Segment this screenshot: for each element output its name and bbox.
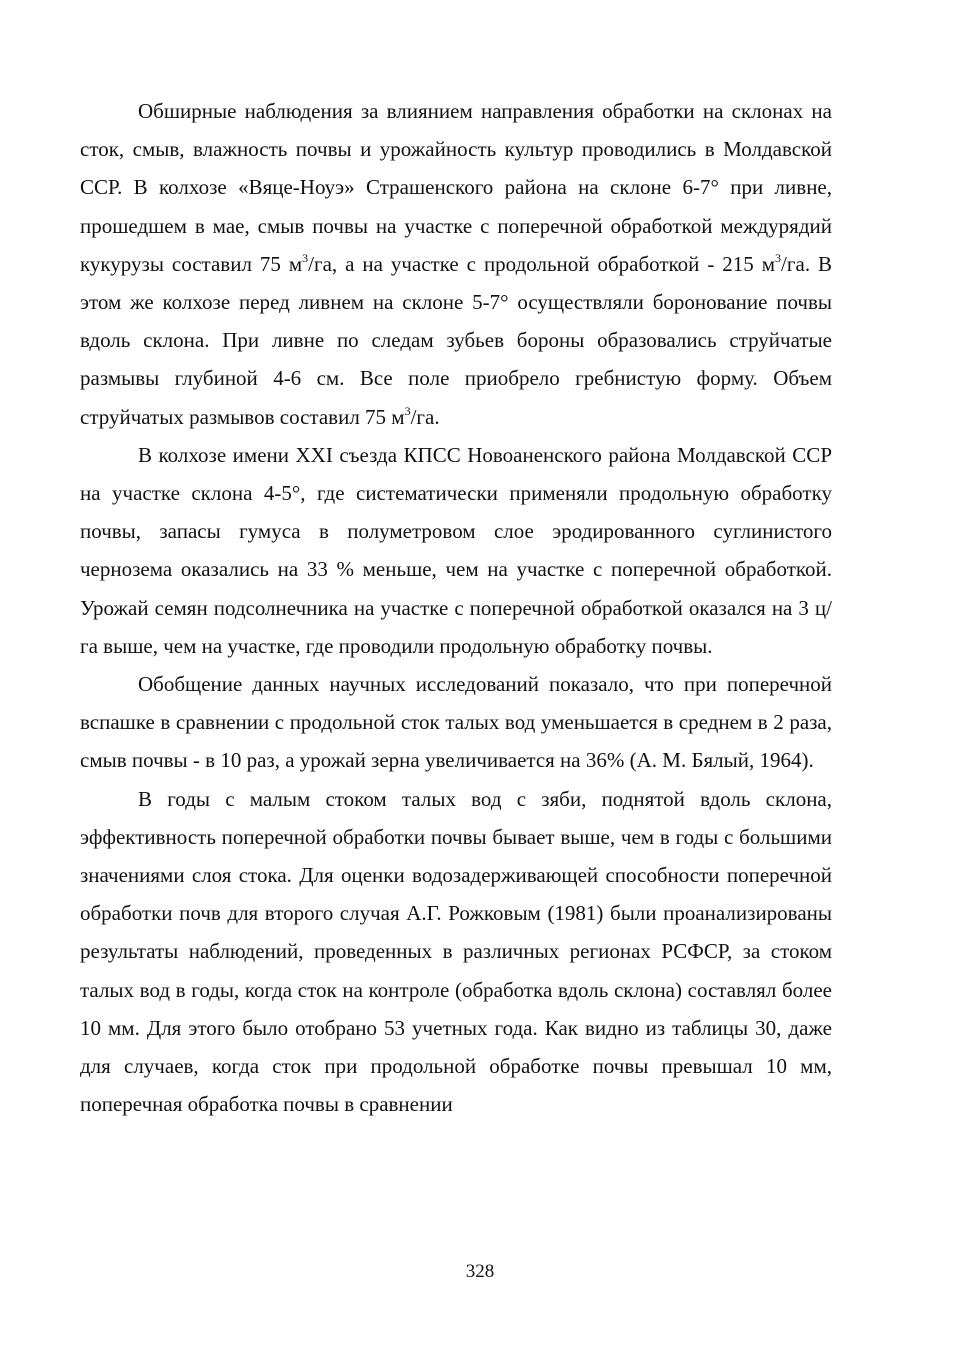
superscript-3: 3 — [775, 250, 782, 265]
paragraph-2: В колхозе имени XXI съезда КПСС Новоаненского района Молдавской ССР на участке склона 4-5°, где систематически применяли продольную обработку почвы, запасы гумуса в полуметровом слое эродированного суглинистого чернозема оказались на 33 % меньше, чем на участке с поперечной обработкой. Урожай семян подсолнечника на участке с поперечной обработкой оказался на 3 ц/га выше, чем на участке, где проводили продольную обработку почвы. — [80, 442, 832, 658]
page-number: 328 — [465, 1261, 495, 1282]
document-body — [80, 92, 832, 1123]
paragraph-1-part-c: /га. В этом же колхозе перед ливнем на склоне 5-7° осуществляли боронование почвы вдоль склона. При ливне по следам зубьев бороны образовались струйчатые размывы глубиной 4-6 см. Все поле приобрело гребнистую форму. Объем струйчатых размывов составил 75 м — [80, 251, 833, 429]
superscript-3: 3 — [404, 403, 411, 418]
paragraph-1-part-a: Обширные наблюдения за влиянием направления обработки на склонах на сток, смыв, влажность почвы и урожайность культур проводились в Молдавской ССР. В колхозе «Вяце-Ноуэ» Страшенского района на склоне 6-7° при ливне, прошедшем в мае, смыв почвы на участке с поперечной обработкой междурядий кукурузы составил 75 м — [80, 99, 832, 276]
paragraph-1-part-b: /га, а на участке с продольной обработкой - 215 м — [308, 251, 776, 276]
superscript-3: 3 — [302, 250, 309, 265]
paragraph-1 — [80, 92, 832, 436]
paragraph-1-part-d: /га. — [410, 404, 440, 429]
paragraph-4: В годы с малым стоком талых вод с зяби, поднятой вдоль склона, эффективность поперечной обработки почвы бывает выше, чем в годы с большими значениями слоя стока. Для оценки водозадерживающей способности поперечной обработки почв для второго случая А.Г. Рожковым (1981) были проанализированы результаты наблюдений, проведенных в различных регионах РСФСР, за стоком талых вод в годы, когда сток на контроле (обработка вдоль склона) составлял более 10 мм. Для этого было отобрано 53 учетных года. Как видно из таблицы 30, даже для случаев, когда сток при продольной обработке почвы превышал 10 мм, поперечная обработка почвы в сравнении — [80, 786, 832, 1117]
paragraph-3: Обобщение данных научных исследований показало, что при поперечной вспашке в сравнении с продольной сток талых вод уменьшается в среднем в 2 раза, смыв почвы - в 10 раз, а урожай зерна увеличивается на 36% (А. М. Бялый, 1964). — [80, 672, 832, 773]
